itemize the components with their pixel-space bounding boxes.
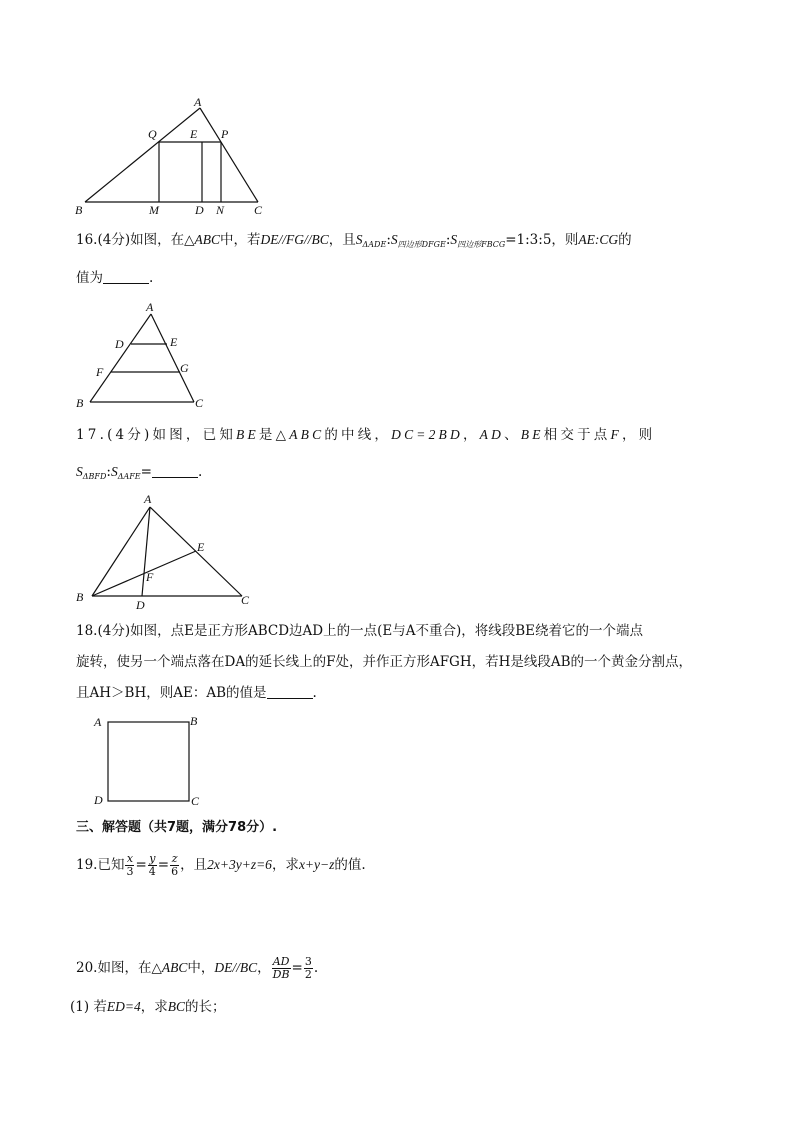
answer-blank[interactable] [103, 269, 149, 284]
q16-sub: 四边形DFGE [397, 240, 446, 249]
q16-s: S [390, 232, 398, 247]
q20-1-text: 的长； [185, 999, 226, 1015]
q17-end: . [197, 464, 203, 480]
q16-cond: DE//FG//BC [260, 232, 329, 247]
label-D: D [115, 337, 124, 351]
q16-sub: 四边形FBCG [457, 240, 506, 249]
q16-end: . [149, 270, 154, 286]
q16-line1: 16.(4分)如图，在△ABC中，若DE//FG//BC，且$S_{\Delta ADE}:S_{四边形DFGE}:S_{四边形FBCG}=1:3:5$，则AE:CG的 [76, 232, 632, 249]
q16-number: 16. [76, 232, 98, 248]
q17-text: 的中线， [324, 427, 392, 443]
q17-line2 [76, 462, 202, 487]
label-B: B [76, 396, 84, 410]
answer-blank[interactable] [152, 463, 198, 478]
label-G: G [180, 361, 189, 375]
q20-number: 20. [76, 960, 98, 976]
q19-line: 19.已知 $\frac{x}{3}$ = $\frac{y}{4}$ = $\frac{z}{6}$ ，且2x+3y+z=6，求x+y−z的值. [76, 852, 366, 878]
q17-s: S [110, 464, 118, 479]
q16-ratio: =1:3:5 [505, 232, 552, 248]
q19-cond: 2x+3y+z=6 [207, 857, 272, 872]
fraction: $\frac{z}{6}$ [171, 852, 179, 878]
q16-text: 值为 [76, 270, 103, 286]
q20-line [76, 955, 318, 981]
label-F: F [146, 570, 154, 584]
label-A: A [194, 95, 202, 109]
q17-number: 17. [76, 427, 108, 443]
q17-text: 、 [504, 427, 521, 443]
answer-blank[interactable] [267, 684, 313, 699]
label-P: P [221, 127, 229, 141]
q19-text: ，且 [180, 857, 208, 873]
q17-colon: : [106, 464, 111, 480]
q20-end: . [313, 960, 319, 976]
q19-number: 19. [76, 857, 98, 873]
q19-expr: x+y−z [298, 857, 335, 872]
label-M: M [149, 203, 159, 217]
q16-line2 [76, 268, 153, 288]
q19-text: ，求 [271, 857, 299, 873]
q20-1-bc: BC [167, 999, 186, 1014]
label-N: N [216, 203, 225, 217]
section-3-heading: 三、解答题（共7题，满分78分）. [76, 820, 278, 835]
q16-s: S [450, 232, 458, 247]
q17-ad: AD [479, 427, 505, 442]
q17-be: BE [236, 427, 259, 442]
q16-s: S [355, 232, 363, 247]
q17-be: BE [520, 427, 544, 442]
label-Q: Q [148, 127, 157, 141]
q16-sub: ΔADE [362, 240, 387, 249]
fraction: $\frac{y}{4}$ [148, 852, 156, 878]
q20-text: ， [257, 960, 271, 976]
q17-text: ， [462, 427, 480, 443]
q17-text: 是△ [258, 427, 290, 443]
q16-text: ，且 [328, 232, 356, 248]
q17-sub: ΔAFE [117, 472, 141, 481]
label-D: D [195, 203, 204, 217]
q16-text: 的 [618, 232, 632, 248]
label-C: C [191, 794, 200, 808]
q18-end: . [312, 685, 317, 701]
figure-16 [70, 298, 220, 413]
q17-text: 如图，已知 [152, 427, 237, 443]
q17-text: 相交于点 [543, 427, 611, 443]
label-A: A [94, 715, 102, 729]
q16-ask: AE:CG [578, 232, 619, 247]
q18-text: 且AH＞BH，则AE：AB的值是 [76, 685, 267, 701]
fraction: $\frac{3}{2}$ [304, 955, 312, 981]
q17-text: ，则 [621, 427, 656, 443]
q19-text: 已知 [97, 857, 125, 873]
q16-score: (4分) [97, 232, 131, 248]
label-D: D [94, 793, 103, 807]
label-C: C [195, 396, 204, 410]
figure-18 [88, 710, 213, 810]
fraction: $\frac{x}{3}$ [126, 852, 134, 878]
q20-part1 [70, 997, 226, 1017]
label-C: C [254, 203, 263, 217]
q18-line3 [76, 683, 317, 703]
label-E: E [190, 127, 198, 141]
q18-line1: 18.(4分)如图，点E是正方形ABCD边AD上的一点(E与A不重合)，将线段BE绕着它的一个端点 [76, 623, 644, 639]
q17-cond: DC=2BD [391, 427, 463, 442]
q17-tri: ABC [289, 427, 325, 442]
q20-text: 如图，在△ [97, 960, 162, 976]
q19-text: 的值. [334, 857, 366, 873]
q16-text: 如图，在△ [130, 232, 195, 248]
q17-score: (4分) [107, 427, 153, 443]
q17-s: S [76, 464, 83, 479]
q16-tri: ABC [194, 232, 220, 247]
figure-15 [70, 96, 270, 221]
label-A: A [144, 492, 152, 506]
label-F: F [96, 365, 104, 379]
label-C: C [241, 593, 250, 607]
q20-1-text: ，求 [140, 999, 168, 1015]
label-B: B [75, 203, 83, 217]
q16-text: 中，若 [220, 232, 261, 248]
q20-tri: ABC [161, 960, 188, 975]
q20-cond: DE//BC [214, 960, 258, 975]
q20-eq: = [291, 960, 303, 976]
label-E: E [170, 335, 178, 349]
label-D: D [136, 598, 145, 612]
q18-line2: 旋转，使另一个端点落在DA的延长线上的F处，并作正方形AFGH，若H是线段AB的一个黄金分割点， [76, 654, 693, 670]
q20-text: 中， [187, 960, 215, 976]
q16-text: ，则 [551, 232, 579, 248]
label-E: E [197, 540, 205, 554]
q20-1-cond: ED=4 [106, 999, 141, 1014]
q17-f: F [610, 427, 622, 442]
q17-eq: = [140, 464, 152, 480]
label-B: B [190, 714, 198, 728]
q17-sub: ΔBFD [82, 472, 107, 481]
q20-1-text: (1) 若 [70, 999, 107, 1015]
q17-line1 [76, 425, 655, 445]
figure-17 [70, 490, 270, 615]
label-A: A [146, 300, 154, 314]
fraction: $\frac{AD}{DB}$ [272, 955, 290, 981]
label-B: B [76, 590, 84, 604]
